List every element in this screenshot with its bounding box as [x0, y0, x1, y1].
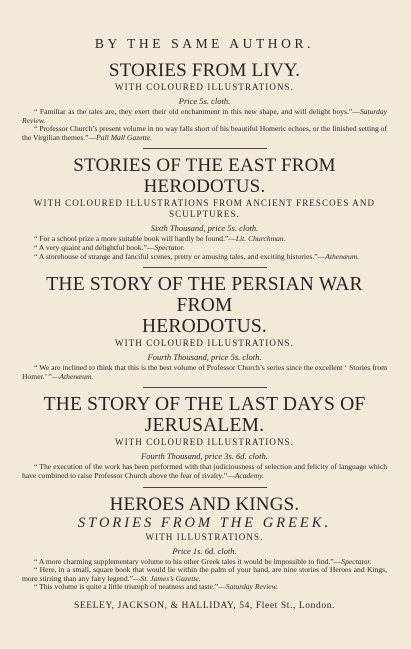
review-quote: “ A very quaint and delightful book.”—Spectator. [34, 242, 185, 252]
review-source: Spectator. [154, 242, 185, 252]
book-entry-herodotus-east [22, 155, 387, 261]
book-price: Fourth Thousand, price 3s. 6d. cloth. [141, 451, 268, 462]
review-quote: “ For a school prize a more suitable book will hardly be found.”—Lit. Churchman. [34, 234, 286, 244]
divider-rule [143, 387, 267, 388]
review-quote: “ The execution of the work has been performed with that judiciousness of selection and felicity of language which have combined to raise Professor Church above the fear of rivalry.”—Academy. [22, 462, 387, 480]
review-source: Saturday Review. [225, 582, 279, 592]
book-title: STORIES OF THE EAST FROM HERODOTUS. [73, 155, 336, 198]
review-source: Academy. [234, 470, 265, 480]
book-title: STORIES FROM LIVY. [108, 60, 301, 81]
review-source: Athenæum. [325, 251, 360, 261]
book-subtitle: WITH COLOURED ILLUSTRATIONS. [114, 437, 295, 448]
review-source: Athenæum. [59, 371, 94, 381]
review-quote: “ Here, in a small, square book that would lie within the palm of your hand, are nine stories of Heroes and Kings, more stirring than any fairy legend.”—St. James’s Gazette. [22, 565, 387, 583]
book-title-italic: STORIES FROM THE GREEK. [77, 514, 332, 531]
book-entry-heroes-and-kings [22, 494, 387, 592]
book-price: Price 5s. cloth. [178, 96, 231, 106]
divider-rule [143, 148, 267, 149]
divider-rule [143, 267, 267, 268]
book-subtitle: WITH COLOURED ILLUSTRATIONS. [114, 338, 295, 349]
book-price: Price 1s. 6d. cloth. [172, 545, 237, 556]
book-subtitle: WITH COLOURED ILLUSTRATIONS. [114, 82, 295, 92]
review-source: St. James’s Gazette. [140, 573, 201, 583]
book-subtitle: WITH COLOURED ILLUSTRATIONS FROM ANCIENT FRESCOES AND SCULPTURES. [33, 198, 376, 220]
review-source: Spectator. [341, 556, 372, 566]
book-entry-persian-war [22, 274, 387, 381]
book-price: Sixth Thousand, price 5s. cloth. [150, 223, 259, 234]
page-heading: BY THE SAME AUTHOR. [94, 36, 315, 51]
review-source: Pall Mall Gazette. [96, 132, 153, 142]
book-title-line-1: THE STORY OF THE PERSIAN WAR FROM [46, 274, 363, 317]
publisher-imprint: SEELEY, JACKSON, & HALLIDAY, 54, Fleet St., London. [73, 600, 336, 611]
book-title-line-2: HERODOTUS. [142, 316, 267, 338]
review-quote: “ Familiar as the tales are, they exert their old enchantment in this new shape, and will delight boys.”—Saturday Review. [22, 107, 387, 125]
book-title-line-2: JERUSALEM. [144, 415, 265, 437]
review-quote: “ This volume is quite a little triumph of neatness and taste.”—Saturday Review. [34, 582, 279, 592]
review-source: Lit. Churchman. [235, 234, 286, 244]
review-quote: “ A storehouse of strange and fanciful scenes, pretty or amusing tales, and exciting histories.”—Athenæum. [34, 251, 360, 261]
book-title: HEROES AND KINGS. [109, 493, 300, 515]
book-title-line-1: THE STORY OF THE LAST DAYS OF [43, 394, 366, 416]
review-quote: “ A more charming supplementary volume to his other Greek tales it would be impossible to find.”—Spectator. [34, 556, 372, 566]
review-source: Saturday Review. [22, 107, 387, 125]
book-price: Fourth Thousand, price 5s. cloth. [147, 352, 262, 363]
review-quote: “ We are inclined to think that this is the best volume of Professor Church’s series since the excellent ‘ Stories from Homer.’ ”—Athenæum. [22, 363, 387, 381]
book-entry-livy [22, 60, 387, 142]
book-entry-jerusalem [22, 394, 387, 480]
review-quote: “ Professor Church’s present volume in no way falls short of his beautiful Homeric echoes, or the finished setting of the Virgilian themes.”—Pall Mall Gazette. [22, 124, 387, 142]
divider-rule [143, 487, 267, 488]
book-subtitle: WITH ILLUSTRATIONS. [145, 531, 264, 542]
